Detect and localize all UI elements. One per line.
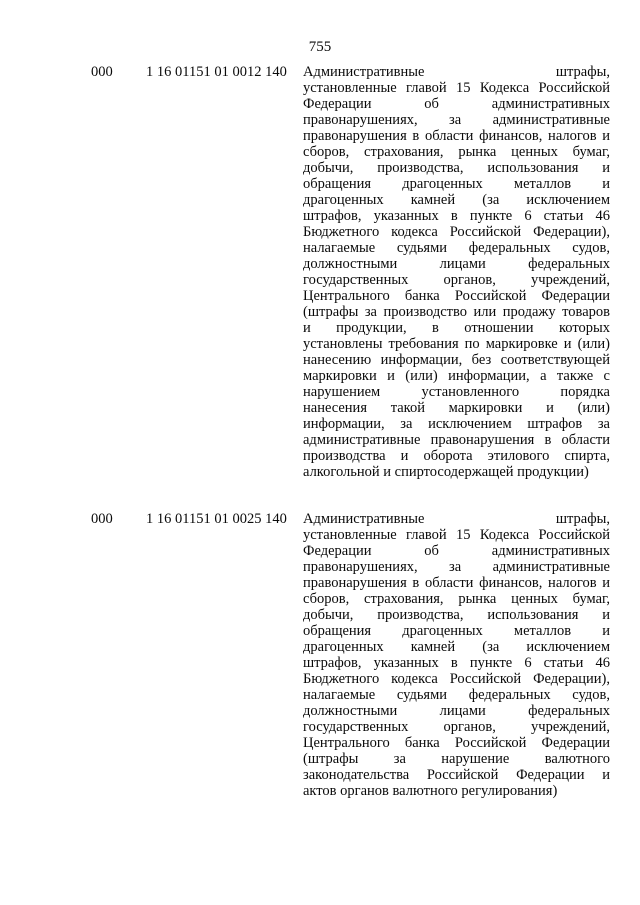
description-line: маркировки и (или) информации, а также с xyxy=(303,368,610,384)
description-line: Центрального банка Российской Федерации xyxy=(303,288,610,304)
description-line: добычи, производства, использования и xyxy=(303,160,610,176)
description-line: нанесения такой маркировки и (или) xyxy=(303,400,610,416)
description-line: нарушением установленного порядка xyxy=(303,384,610,400)
description-line: обращения драгоценных металлов и xyxy=(303,623,610,639)
description-line: штрафов, указанных в пункте 6 статьи 46 xyxy=(303,655,610,671)
admin-code: 000 xyxy=(91,64,113,80)
description-line: сборов, страхования, рынка ценных бумаг, xyxy=(303,144,610,160)
description-line: Федерации об административных xyxy=(303,96,610,112)
description-line: актов органов валютного регулирования) xyxy=(303,783,558,799)
description-line: производства и оборота этилового спирта, xyxy=(303,448,610,464)
description-line: драгоценных камней (за исключением xyxy=(303,639,610,655)
description-line: Административные штрафы, xyxy=(303,511,610,527)
description-line: Административные штрафы, xyxy=(303,64,610,80)
budget-classification-code: 1 16 01151 01 0012 140 xyxy=(146,64,287,80)
description-line: Бюджетного кодекса Российской Федерации), xyxy=(303,224,610,240)
description-line: добычи, производства, использования и xyxy=(303,607,610,623)
description-line: нанесению информации, без соответствующей xyxy=(303,352,610,368)
budget-classification-code: 1 16 01151 01 0025 140 xyxy=(146,511,287,527)
description-line: налагаемые судьями федеральных судов, xyxy=(303,687,610,703)
description-line: штрафов, указанных в пункте 6 статьи 46 xyxy=(303,208,610,224)
description-line: административные правонарушения в области xyxy=(303,432,610,448)
description-line: законодательства Российской Федерации и xyxy=(303,767,610,783)
description-line: установленные главой 15 Кодекса Российской xyxy=(303,527,610,543)
description-line: государственных органов, учреждений, xyxy=(303,272,610,288)
description-line: Федерации об административных xyxy=(303,543,610,559)
description-line: информации, за исключением штрафов за xyxy=(303,416,610,432)
description-line: драгоценных камней (за исключением xyxy=(303,192,610,208)
description-line: государственных органов, учреждений, xyxy=(303,719,610,735)
description-line: налагаемые судьями федеральных судов, xyxy=(303,240,610,256)
admin-code: 000 xyxy=(91,511,113,527)
description-line: Бюджетного кодекса Российской Федерации), xyxy=(303,671,610,687)
description-line: Центрального банка Российской Федерации xyxy=(303,735,610,751)
description-line: должностными лицами федеральных xyxy=(303,703,610,719)
page-number: 755 xyxy=(308,39,332,55)
description-line: и продукции, в отношении которых xyxy=(303,320,610,336)
description-line: алкогольной и спиртосодержащей продукции) xyxy=(303,464,589,480)
revenue-description xyxy=(303,511,610,799)
description-line: сборов, страхования, рынка ценных бумаг, xyxy=(303,591,610,607)
description-line: правонарушениях, за административные xyxy=(303,112,610,128)
description-line: обращения драгоценных металлов и xyxy=(303,176,610,192)
description-line: (штрафы за производство или продажу товаров xyxy=(303,304,610,320)
description-line: (штрафы за нарушение валютного xyxy=(303,751,610,767)
revenue-description xyxy=(303,64,610,480)
description-line: правонарушениях, за административные xyxy=(303,559,610,575)
description-line: должностными лицами федеральных xyxy=(303,256,610,272)
description-line: правонарушения в области финансов, налогов и xyxy=(303,575,610,591)
description-line: правонарушения в области финансов, налогов и xyxy=(303,128,610,144)
description-line: установлены требования по маркировке и (или) xyxy=(303,336,610,352)
description-line: установленные главой 15 Кодекса Российской xyxy=(303,80,610,96)
